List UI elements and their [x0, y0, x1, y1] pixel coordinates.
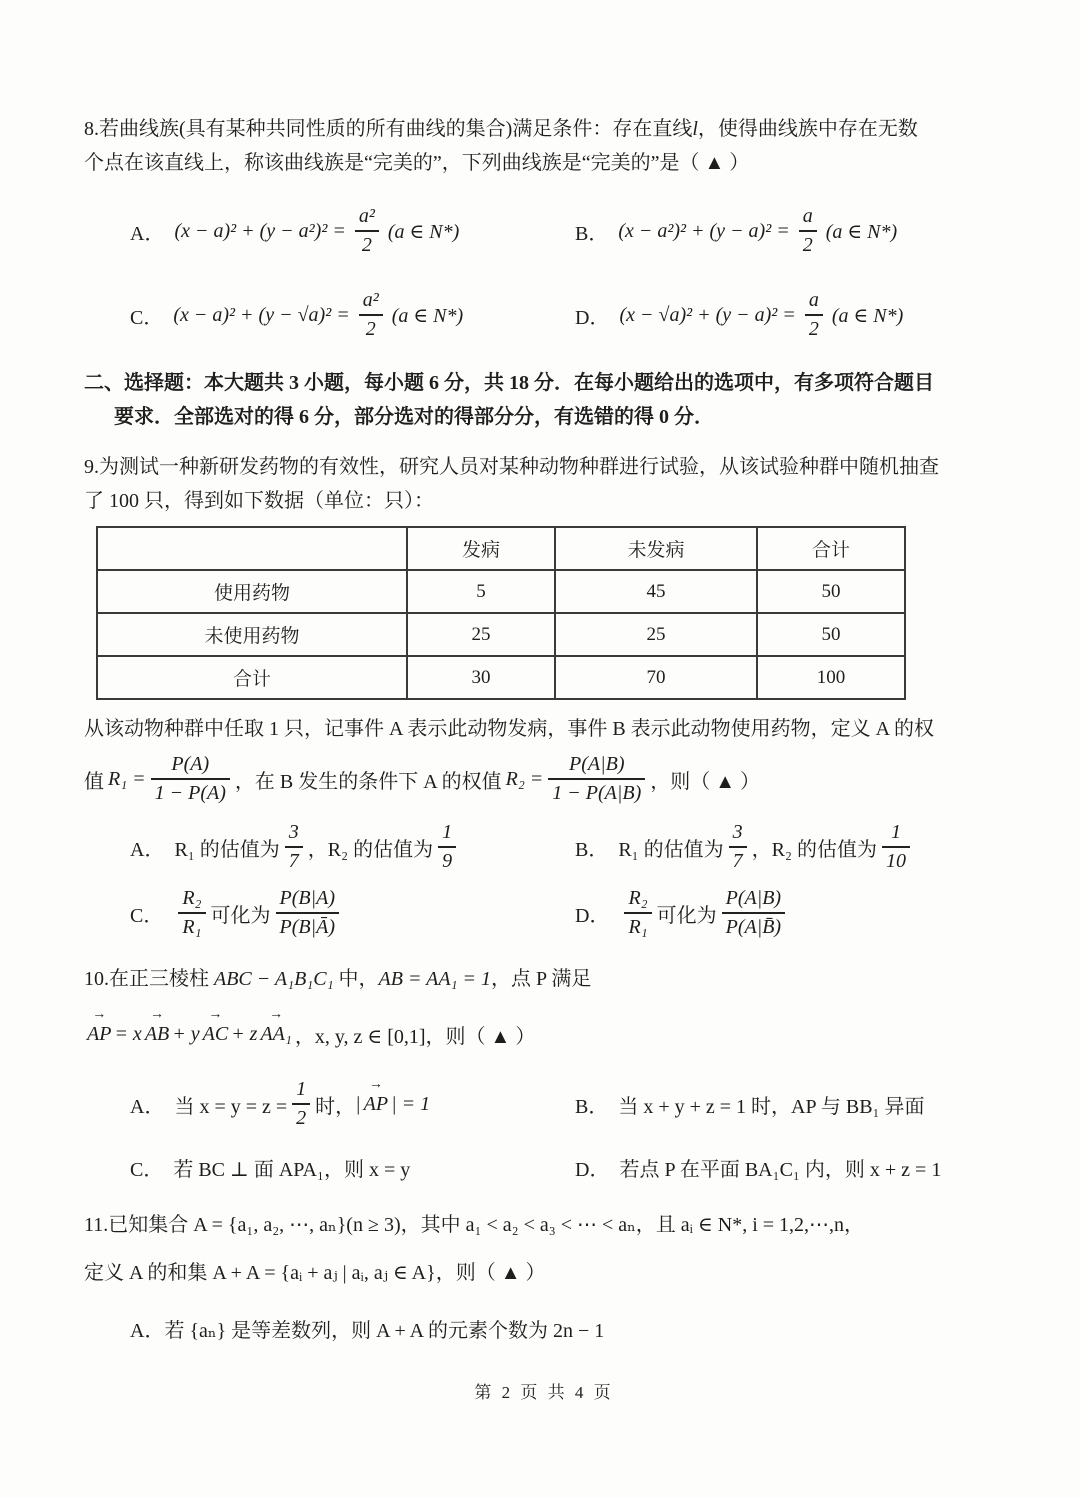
q8-stem-text-a: 8.若曲线族(具有某种共同性质的所有曲线的集合)满足条件：存在直线: [84, 118, 693, 140]
q9-stem: [84, 450, 1004, 518]
q10-option-d-text: 若点 P 在平面 BA₁C₁ 内，则 x + z = 1: [619, 1159, 942, 1181]
q10-edge-lengths: AB = AA₁ = 1: [378, 968, 491, 990]
fraction: [355, 204, 379, 258]
vector-arrow-icon: →: [208, 1007, 223, 1022]
cell-value: 45: [555, 570, 757, 613]
q9-option-a-text: R₁ 的估值为: [174, 838, 280, 861]
cell-value: 25: [555, 613, 757, 656]
table-header-total: 合计: [757, 527, 905, 570]
question-10: [84, 962, 1004, 1182]
fraction: [799, 204, 817, 258]
fraction-denominator: 7: [288, 850, 299, 872]
table-header-no-onset: 未发病: [555, 527, 757, 570]
contingency-table: [96, 526, 906, 700]
q10-stem-line-1: [84, 962, 1004, 996]
section-2-line-2: 要求．全部选对的得 6 分，部分选对的得部分分，有选错的得 0 分．: [114, 406, 714, 428]
fraction-numerator: P(A): [151, 752, 230, 780]
q9-r2-symbol: R₂ =: [505, 767, 544, 790]
fraction-numerator: a: [799, 204, 817, 232]
q9-option-c: [130, 886, 575, 940]
q10-eq-text: + y: [172, 1023, 200, 1045]
fraction-denominator: 2: [361, 234, 372, 256]
cell-value: 70: [555, 656, 757, 699]
fraction-r1: [151, 752, 230, 806]
q9-option-d-text: 可化为: [656, 904, 717, 927]
footer-page-number: 第 2 页 共 4 页: [474, 1383, 614, 1402]
q9-option-a-text: ，R₂ 的估值为: [307, 838, 434, 861]
fraction: [292, 1077, 310, 1131]
fraction-denominator: 2: [296, 1107, 307, 1129]
option-label: C．: [130, 306, 164, 329]
q10-eq-text: ，x, y, z ∈ [0,1]，则（ ▲ ）: [294, 1026, 536, 1048]
q10-option-a: [130, 1077, 575, 1131]
option-label: D．: [575, 306, 610, 329]
option-label: A．: [130, 222, 165, 245]
vector-base: AB: [144, 1023, 170, 1045]
q8-option-a-domain: (a ∈ N*): [387, 220, 460, 243]
option-label: D．: [575, 1159, 610, 1181]
vector-arrow-icon: →: [368, 1076, 383, 1092]
table-row-unmedicated: [97, 613, 905, 656]
vector-ac: [202, 1007, 229, 1046]
q9-def-text: 值: [84, 770, 104, 793]
option-label: A．: [130, 1095, 165, 1118]
fraction-numerator: 3: [729, 820, 747, 848]
fraction: [438, 820, 456, 874]
section-2-header: [84, 366, 1004, 434]
table-row-medicated: [97, 570, 905, 613]
q10-stem-line-2: [84, 1004, 1004, 1049]
fraction-probability: [722, 886, 785, 940]
fraction-ratio: [624, 886, 651, 940]
q9-options-row-2: [84, 886, 1004, 940]
q10-options-row-2: [84, 1153, 1004, 1182]
vector-base: AP: [363, 1092, 389, 1115]
vector-base: AC: [202, 1023, 229, 1045]
q8-options-row-1: [84, 198, 1004, 258]
q11-stem-line-1: 11.已知集合 A = {a₁, a₂, ⋯, aₙ}(n ≥ 3)，其中 a₁ < a₂ < a₃ < ⋯ < aₙ，且 aᵢ ∈ N*, i = 1,2,⋯,n，: [84, 1214, 865, 1236]
q9-option-a: [130, 820, 575, 874]
q10-option-b: [575, 1090, 1004, 1119]
q10-options-row-1: [84, 1063, 1004, 1131]
q8-option-c-equation: (x − a)² + (y − √a)² =: [173, 303, 350, 326]
vector-aa1: [260, 1007, 292, 1046]
fraction-denominator: P(A|B̄): [725, 916, 782, 938]
cell-value: 30: [407, 656, 555, 699]
q8-option-a-equation: (x − a)² + (y − a²)² =: [174, 219, 346, 242]
vector-ap: [363, 1076, 389, 1116]
q8-option-d-equation: (x − √a)² + (y − a)² =: [619, 303, 796, 326]
q10-stem-text: 10.在正三棱柱: [84, 968, 209, 990]
cell-value: 25: [407, 613, 555, 656]
q10-option-a-text: 当 x = y = z =: [174, 1095, 288, 1118]
q8-option-b: [575, 204, 1004, 258]
fraction-numerator: a: [805, 288, 823, 316]
q9-stem-line-1: 9.为测试一种新研发药物的有效性，研究人员对某种动物种群进行试验，从该试验种群中随机抽查: [84, 456, 939, 478]
abs-bar: |: [355, 1092, 361, 1115]
q11-stem-line-2: 定义 A 的和集 A + A = {aᵢ + aⱼ | aᵢ, aⱼ ∈ A}，则（ ▲ ）: [84, 1262, 546, 1284]
q9-option-c-text: 可化为: [210, 904, 271, 927]
vector-arrow-icon: →: [92, 1007, 107, 1022]
fraction-denominator: 2: [365, 318, 376, 340]
option-label: C．: [130, 904, 164, 927]
fraction-numerator: 1: [292, 1077, 310, 1105]
question-11: [84, 1208, 1004, 1348]
q9-definition-line-1: 从该动物种群中任取 1 只，记事件 A 表示此动物发病，事件 B 表示此动物使用药物，定义 A 的权: [84, 718, 935, 740]
section-2-line-1: 二、选择题：本大题共 3 小题，每小题 6 分，共 18 分．在每小题给出的选项中，有多项符合题目: [84, 372, 934, 394]
q11-option-a: A．若 {aₙ} 是等差数列，则 A + A 的元素个数为 2n − 1: [130, 1320, 605, 1342]
q8-option-d-domain: (a ∈ N*): [831, 304, 904, 327]
vector-base: AP: [87, 1023, 112, 1045]
option-label: A．: [130, 838, 165, 861]
q8-stem-text-b: ，使得曲线族中存在无数: [697, 118, 918, 140]
q9-options-row-1: [84, 816, 1004, 874]
q9-def-text: ，在 B 发生的条件下 A 的权值: [234, 770, 502, 793]
vector-ab: [144, 1007, 170, 1046]
q9-option-b-text: R₁ 的估值为: [618, 838, 724, 861]
table-header-onset: 发病: [407, 527, 555, 570]
row-label: 未使用药物: [97, 613, 407, 656]
fraction-numerator: a²: [355, 204, 379, 232]
fraction-denominator: P(B|Ā): [279, 916, 335, 938]
fraction-ratio: [178, 886, 205, 940]
fraction-numerator: 1: [438, 820, 456, 848]
q8-stem-line-2: 个点在该直线上，称该曲线族是“完美的”，下列曲线族是“完美的”是（ ▲ ）: [84, 152, 750, 174]
fraction-probability: [276, 886, 339, 940]
cell-value: 5: [407, 570, 555, 613]
q9-def-text: ，则（ ▲ ）: [650, 770, 761, 793]
q10-eq-text: = x: [114, 1023, 142, 1045]
fraction: [359, 288, 383, 342]
cell-value: 50: [757, 570, 905, 613]
q9-option-d: [575, 886, 1004, 940]
fraction-denominator: 2: [808, 318, 819, 340]
q8-option-c: [130, 288, 575, 342]
abs-bar: | = 1: [391, 1092, 431, 1115]
fraction-numerator: P(A|B): [722, 886, 785, 914]
fraction-numerator: P(B|A): [276, 886, 339, 914]
fraction-denominator: 2: [802, 234, 813, 256]
q9-r1-symbol: R₁ =: [108, 767, 146, 790]
q10-option-c: [130, 1153, 575, 1182]
fraction-denominator: 1 − P(A): [154, 782, 226, 804]
fraction: [805, 288, 823, 342]
question-9: [84, 450, 1004, 940]
q9-stem-line-2: 了 100 只，得到如下数据（单位：只）：: [84, 490, 434, 512]
q10-option-d: [575, 1153, 1004, 1182]
cell-value: 50: [757, 613, 905, 656]
table-header-blank: [97, 527, 407, 570]
option-label: B．: [575, 222, 609, 245]
fraction-numerator: 1: [882, 820, 910, 848]
table-header-row: [97, 527, 905, 570]
q8-option-d: [575, 288, 1004, 342]
fraction-numerator: R₂: [178, 886, 205, 914]
q10-prism-name: ABC − A₁B₁C₁: [214, 968, 334, 990]
question-8: [84, 112, 1004, 342]
vector-ap: [87, 1007, 112, 1046]
fraction-denominator: R₁: [628, 916, 648, 938]
option-label: B．: [575, 838, 609, 861]
q10-eq-text: + z: [231, 1023, 258, 1045]
q8-option-a: [130, 204, 575, 258]
q9-option-b-text: ，R₂ 的估值为: [751, 838, 877, 861]
fraction-numerator: a²: [359, 288, 383, 316]
table-row-total: [97, 656, 905, 699]
row-label: 合计: [97, 656, 407, 699]
q10-option-b-text: 当 x + y + z = 1 时，AP 与 BB₁ 异面: [618, 1095, 925, 1118]
q10-option-a-text: 时，: [315, 1095, 356, 1118]
fraction-denominator: 1 − P(A|B): [552, 782, 642, 804]
vector-arrow-icon: →: [269, 1007, 284, 1022]
row-label: 使用药物: [97, 570, 407, 613]
q10-option-c-text: 若 BC ⊥ 面 APA₁，则 x = y: [173, 1159, 411, 1181]
q8-stem-line-1: [84, 112, 1004, 146]
q8-option-b-domain: (a ∈ N*): [825, 220, 898, 243]
vector-arrow-icon: →: [150, 1007, 165, 1022]
fraction-denominator: R₁: [182, 916, 202, 938]
fraction: [285, 820, 303, 874]
q10-stem-text: 中，: [338, 968, 379, 990]
q8-var-l: l: [692, 118, 698, 140]
fraction-numerator: R₂: [624, 886, 651, 914]
fraction-r2: [548, 752, 645, 806]
q10-stem-text: ，点 P 满足: [491, 968, 592, 990]
cell-value: 100: [757, 656, 905, 699]
fraction: [729, 820, 747, 874]
vector-base: AA₁: [260, 1023, 292, 1045]
q9-definition-line-2: [84, 752, 1004, 806]
option-label: C．: [130, 1159, 164, 1181]
fraction-numerator: 3: [285, 820, 303, 848]
q8-option-b-equation: (x − a²)² + (y − a)² =: [618, 219, 790, 242]
q8-options-row-2: [84, 282, 1004, 342]
q9-option-b: [575, 820, 1004, 874]
option-label: D．: [575, 904, 610, 927]
fraction: [882, 820, 910, 874]
option-label: B．: [575, 1095, 609, 1118]
fraction-denominator: 7: [732, 850, 743, 872]
fraction-numerator: P(A|B): [548, 752, 645, 780]
q8-option-c-domain: (a ∈ N*): [391, 304, 464, 327]
fraction-denominator: 9: [442, 850, 453, 872]
fraction-denominator: 10: [885, 850, 906, 872]
